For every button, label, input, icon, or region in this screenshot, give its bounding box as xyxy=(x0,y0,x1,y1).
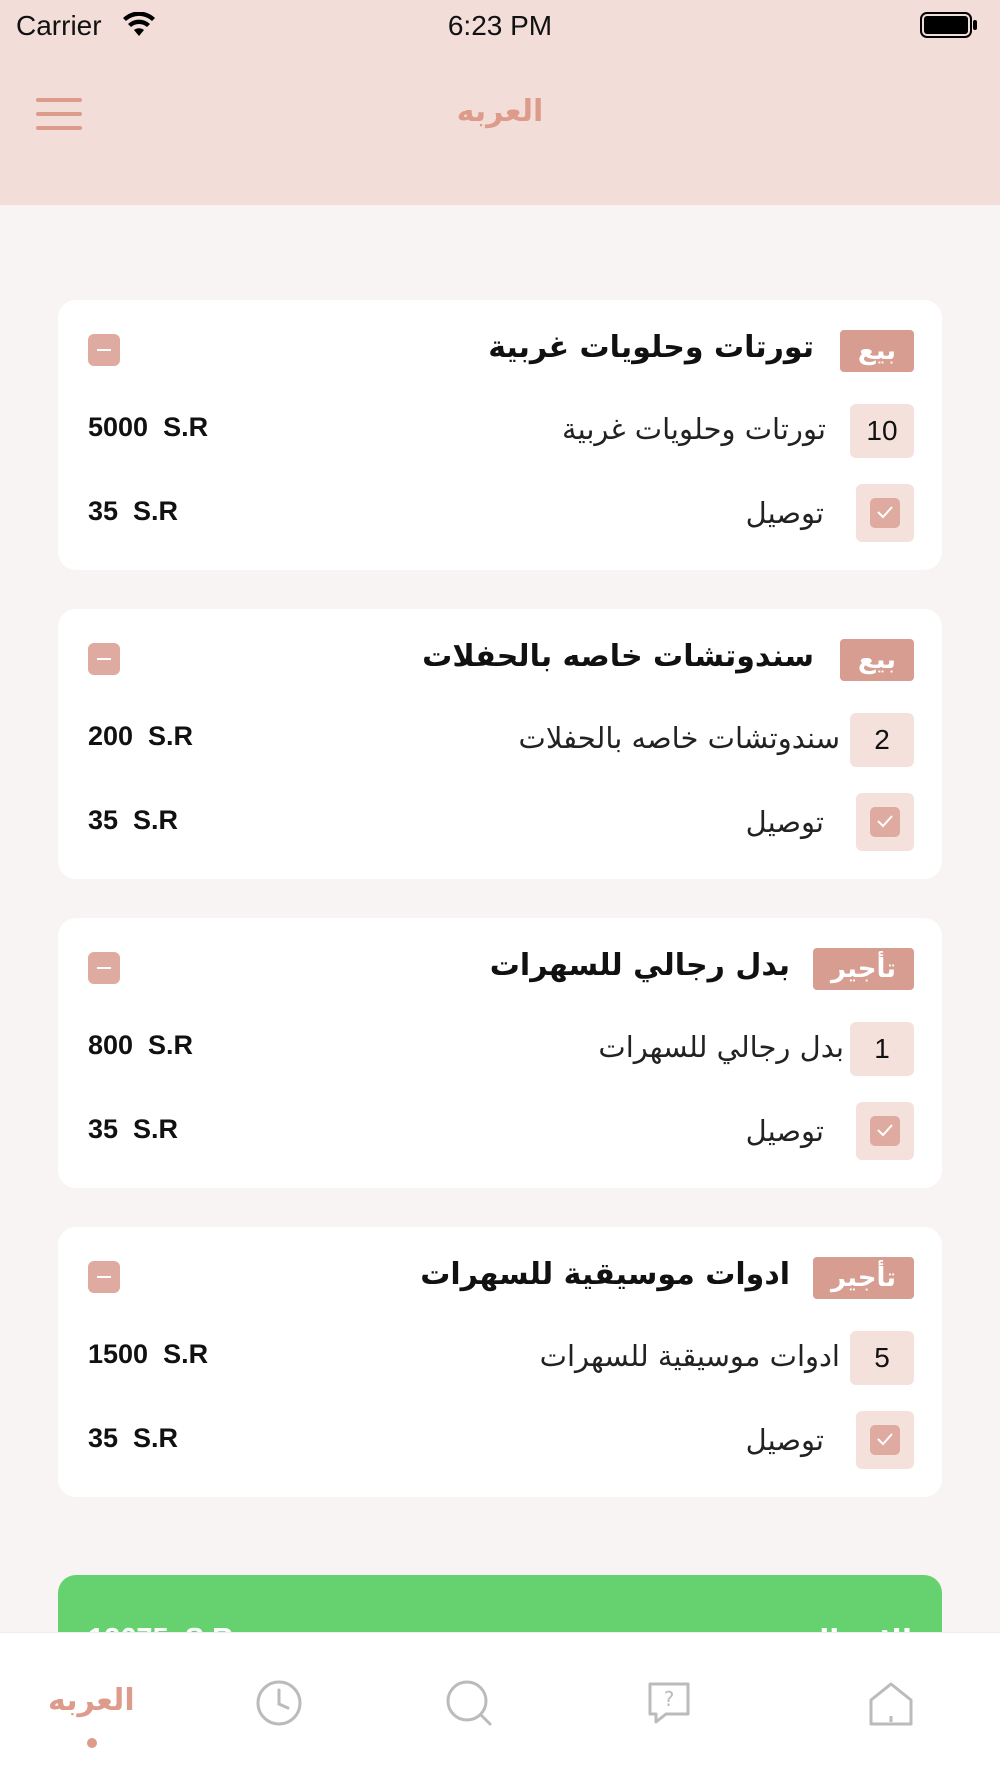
quantity-box[interactable]: 1 xyxy=(850,1022,914,1076)
delivery-checkbox[interactable] xyxy=(856,793,914,851)
delivery-price: 35 S.R xyxy=(88,496,179,526)
delivery-checkbox[interactable] xyxy=(856,1411,914,1469)
remove-item-button[interactable] xyxy=(88,643,120,675)
item-price: 5000 S.R xyxy=(88,412,209,442)
battery-icon xyxy=(920,12,978,42)
quantity-box[interactable]: 10 xyxy=(850,404,914,458)
status-bar xyxy=(0,0,1000,54)
carrier-label: Carrier xyxy=(16,10,102,41)
item-name: بدل رجالي للسهرات xyxy=(598,1030,844,1064)
remove-item-button[interactable] xyxy=(88,334,120,366)
status-time: 6:23 PM xyxy=(447,10,553,41)
delivery-label: توصيل xyxy=(745,805,824,839)
item-price: 1500 S.R xyxy=(88,1339,209,1369)
cart-item-card xyxy=(58,300,942,570)
cart-item-card xyxy=(58,918,942,1188)
item-name: سندوتشات خاصه بالحفلات xyxy=(518,721,840,755)
delivery-price: 35 S.R xyxy=(88,1114,179,1144)
remove-item-button[interactable] xyxy=(88,1261,120,1293)
item-title: سندوتشات خاصه بالحفلات xyxy=(422,639,814,674)
bottom-tab-bar xyxy=(0,1633,1000,1778)
nav-header xyxy=(0,54,1000,205)
svg-text:?: ? xyxy=(663,1687,675,1711)
help-icon xyxy=(644,1678,694,1732)
delivery-label: توصيل xyxy=(745,496,824,530)
item-price: 200 S.R xyxy=(88,721,194,751)
tab-cart-label: العربه xyxy=(48,1683,135,1718)
item-type-tag: بيع xyxy=(840,330,914,372)
active-tab-indicator xyxy=(87,1738,97,1748)
item-name: ادوات موسيقية للسهرات xyxy=(539,1339,840,1373)
tab-home[interactable] xyxy=(860,1633,940,1778)
tab-cart[interactable] xyxy=(30,1633,160,1778)
delivery-checkbox[interactable] xyxy=(856,484,914,542)
home-icon xyxy=(866,1678,916,1732)
quantity-box[interactable]: 5 xyxy=(850,1331,914,1385)
tab-history[interactable] xyxy=(240,1633,320,1778)
item-title: ادوات موسيقية للسهرات xyxy=(420,1257,790,1292)
delivery-label: توصيل xyxy=(745,1114,824,1148)
item-title: بدل رجالي للسهرات xyxy=(489,948,790,983)
quantity-box[interactable]: 2 xyxy=(850,713,914,767)
item-price: 800 S.R xyxy=(88,1030,194,1060)
cart-item-card xyxy=(58,609,942,879)
item-type-tag: بيع xyxy=(840,639,914,681)
delivery-checkbox[interactable] xyxy=(856,1102,914,1160)
item-name: تورتات وحلويات غربية xyxy=(562,412,826,446)
clock-icon xyxy=(254,1678,304,1732)
cart-item-card xyxy=(58,1227,942,1497)
delivery-label: توصيل xyxy=(745,1423,824,1457)
item-type-tag: تأجير xyxy=(813,1257,914,1299)
remove-item-button[interactable] xyxy=(88,952,120,984)
tab-help[interactable] xyxy=(630,1633,710,1778)
item-type-tag: تأجير xyxy=(813,948,914,990)
page-title: العربه xyxy=(456,94,544,129)
delivery-price: 35 S.R xyxy=(88,805,179,835)
item-title: تورتات وحلويات غربية xyxy=(488,330,814,365)
search-icon xyxy=(444,1678,494,1732)
delivery-price: 35 S.R xyxy=(88,1423,179,1453)
tab-search[interactable] xyxy=(430,1633,510,1778)
